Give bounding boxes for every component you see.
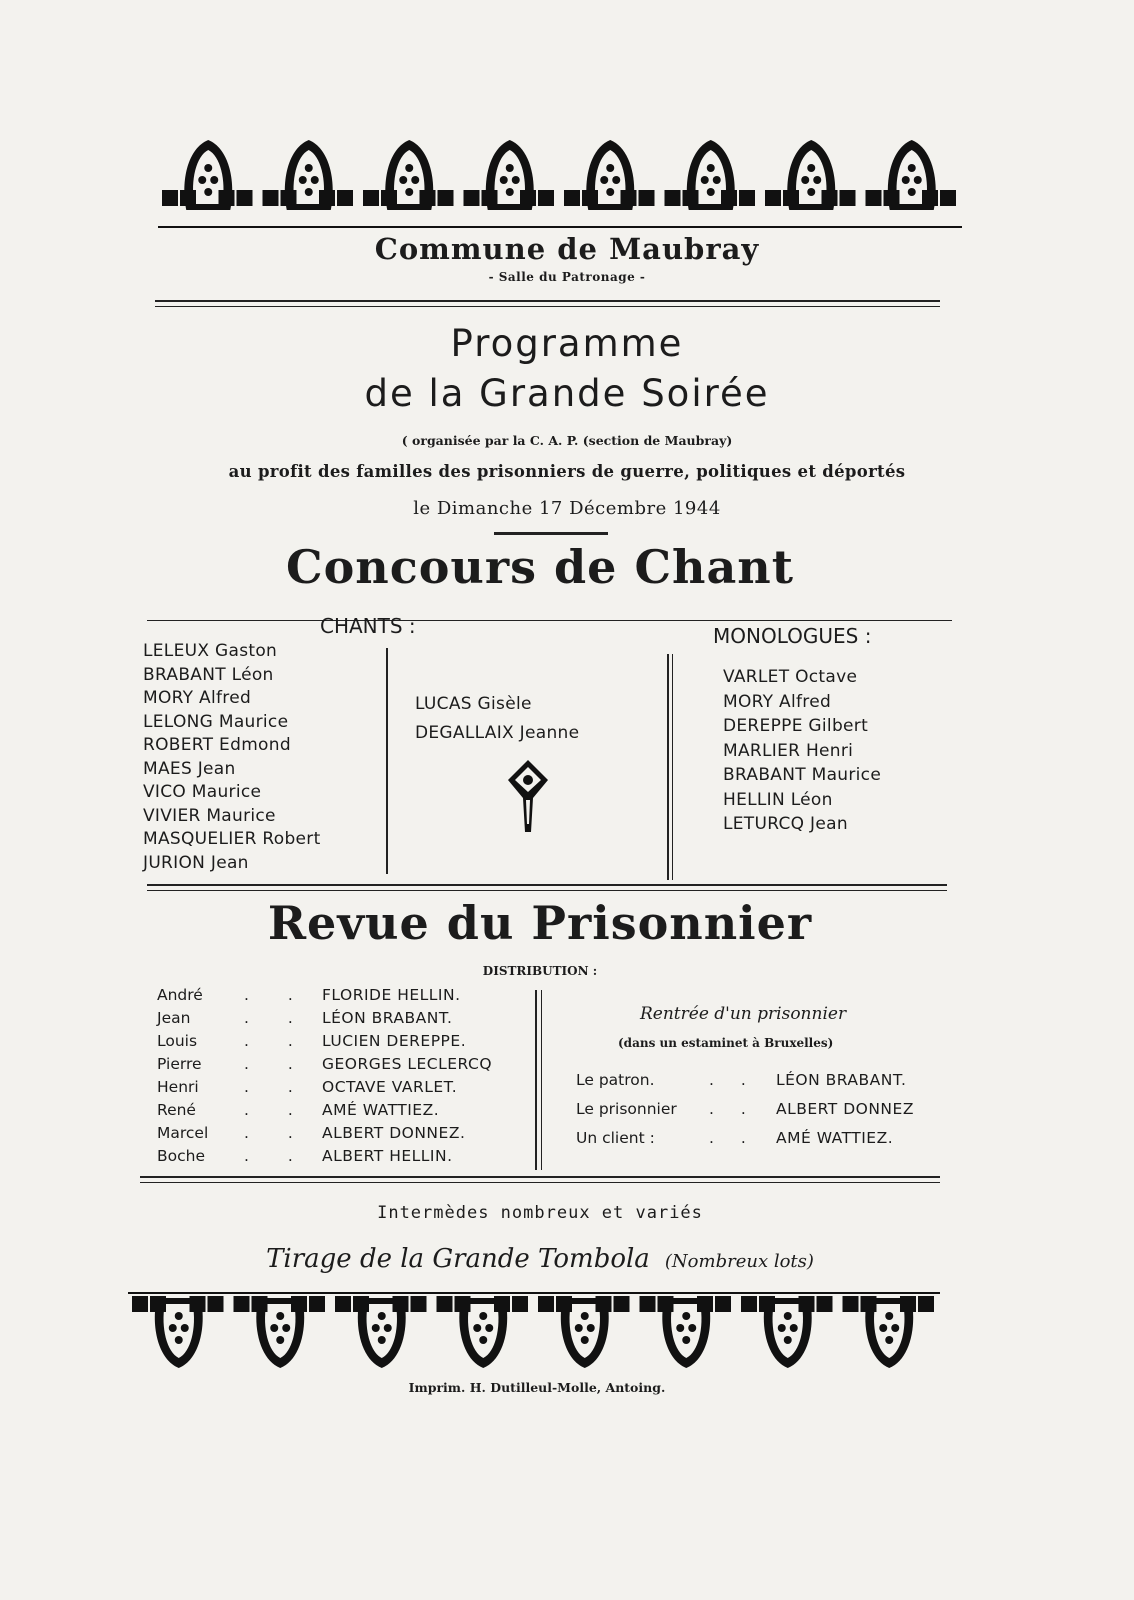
role-label: Boche <box>157 1147 205 1165</box>
leader-dots: . . <box>244 1032 293 1050</box>
role-label: Jean <box>157 1009 191 1027</box>
fleuron-ornament-icon <box>503 758 553 838</box>
chants-column-divider <box>386 648 388 874</box>
cast-actors <box>322 984 492 1168</box>
leader-dots: . . <box>244 1147 293 1165</box>
footer-divider-thin <box>140 1182 940 1183</box>
role-label: Henri <box>157 1078 199 1096</box>
role-label: André <box>157 986 203 1004</box>
list-item: BRABANT Maurice <box>723 765 882 785</box>
actor-name: LÉON BRABANT. <box>322 1009 453 1027</box>
list-item: VIVIER Maurice <box>143 805 276 826</box>
list-item: MORY Alfred <box>143 688 252 708</box>
header-divider <box>155 300 940 302</box>
event-date: le Dimanche 17 Décembre 1944 <box>413 498 721 519</box>
sketch-setting: (dans un estaminet à Bruxelles) <box>618 1036 834 1050</box>
venue-subtitle: - Salle du Patronage - <box>488 270 646 284</box>
actor-name: LÉON BRABANT. <box>776 1071 907 1089</box>
actor-name: ALBERT HELLIN. <box>322 1147 453 1165</box>
leader-dots: . . <box>244 986 293 1004</box>
role-label: Louis <box>157 1032 198 1050</box>
list-item: MAES Jean <box>143 758 236 779</box>
intermedes-line: Intermèdes nombreux et variés <box>377 1203 703 1223</box>
header-divider-thin <box>155 306 940 307</box>
leader-dots: . . <box>244 1078 293 1096</box>
list-item: LETURCQ Jean <box>723 814 848 834</box>
concours-title: Concours de Chant <box>285 540 795 594</box>
role-label: Pierre <box>157 1055 202 1073</box>
actor-name: LUCIEN DEREPPE. <box>322 1032 467 1050</box>
chants-middle-list <box>415 690 579 748</box>
leader-dots: . . <box>709 1100 746 1118</box>
actor-name: FLORIDE HELLIN. <box>322 986 461 1004</box>
footer-divider <box>140 1176 940 1178</box>
sketch-title: Rentrée d'un prisonnier <box>640 1004 847 1024</box>
cast-leaders <box>244 984 293 1168</box>
actor-name: ALBERT DONNEZ. <box>322 1124 466 1142</box>
list-item: DEGALLAIX Jeanne <box>415 723 580 743</box>
revue-title: Revue du Prisonnier <box>267 896 813 950</box>
revue-column-divider <box>535 990 537 1170</box>
concours-divider <box>147 620 952 621</box>
tombola-note: (Nombreux lots) <box>664 1251 814 1272</box>
list-item: LUCAS Gisèle <box>415 694 532 714</box>
leader-dots: . . <box>244 1055 293 1073</box>
list-item: JURION Jean <box>143 852 249 873</box>
benefit-line: au profit des familles des prisonniers de guerre, politiques et déportés <box>228 462 906 481</box>
chants-left-list <box>143 640 321 875</box>
leader-dots: . . <box>709 1071 746 1089</box>
sketch-actors <box>776 1066 914 1153</box>
actor-name: OCTAVE VARLET. <box>322 1078 458 1096</box>
top-ornamental-border <box>0 140 1134 236</box>
organized-by: ( organisée par la C. A. P. (section de Maubray) <box>401 433 733 448</box>
chants-heading: CHANTS : <box>320 614 416 638</box>
list-item: MARLIER Henri <box>723 740 854 761</box>
role-label: Marcel <box>157 1124 209 1142</box>
role-label: René <box>157 1101 196 1119</box>
list-item: BRABANT Léon <box>143 664 274 685</box>
actor-name: AMÉ WATTIEZ. <box>322 1101 440 1119</box>
actor-name: ALBERT DONNEZ <box>776 1100 914 1118</box>
role-label: Un client : <box>576 1129 655 1147</box>
role-label: Le prisonnier <box>576 1100 677 1118</box>
actor-name: GEORGES LECLERCQ <box>322 1055 493 1073</box>
list-item: VARLET Octave <box>723 667 858 687</box>
leader-dots: . . <box>244 1009 293 1027</box>
list-item: VICO Maurice <box>143 782 262 802</box>
monologues-list <box>723 665 881 837</box>
revue-divider-top-thin <box>147 890 947 891</box>
leader-dots: . . <box>709 1129 746 1147</box>
list-item: LELEUX Gaston <box>143 641 278 661</box>
list-item: MORY Alfred <box>723 691 832 712</box>
date-underline <box>494 532 608 535</box>
actor-name: AMÉ WATTIEZ. <box>776 1129 894 1147</box>
list-item: MASQUELIER Robert <box>143 829 321 849</box>
list-item: DEREPPE Gilbert <box>723 716 869 736</box>
leader-dots: . . <box>244 1101 293 1119</box>
monologues-column-divider-inner <box>672 654 673 880</box>
leader-dots: . . <box>244 1124 293 1142</box>
list-item: LELONG Maurice <box>143 711 289 732</box>
printer-credit: Imprim. H. Dutilleul-Molle, Antoing. <box>408 1380 666 1395</box>
revue-column-divider-inner <box>541 990 542 1170</box>
list-item: ROBERT Edmond <box>143 735 291 755</box>
distribution-heading: DISTRIBUTION : <box>482 964 598 978</box>
monologues-column-divider <box>667 654 669 880</box>
sketch-leaders <box>709 1066 746 1153</box>
cast-roles <box>157 984 208 1168</box>
monologues-heading: MONOLOGUES : <box>713 624 872 648</box>
bottom-ornamental-border <box>0 1292 1134 1388</box>
revue-divider-top <box>147 884 947 886</box>
role-label: Le patron. <box>576 1071 655 1089</box>
tombola-line: Tirage de la Grande Tombola <box>266 1244 650 1274</box>
sketch-roles <box>576 1066 677 1153</box>
programme-title-line1: Programme <box>450 322 684 365</box>
list-item: HELLIN Léon <box>723 789 833 810</box>
programme-title-line2: de la Grande Soirée <box>364 372 770 415</box>
commune-title: Commune de Maubray <box>374 232 760 266</box>
